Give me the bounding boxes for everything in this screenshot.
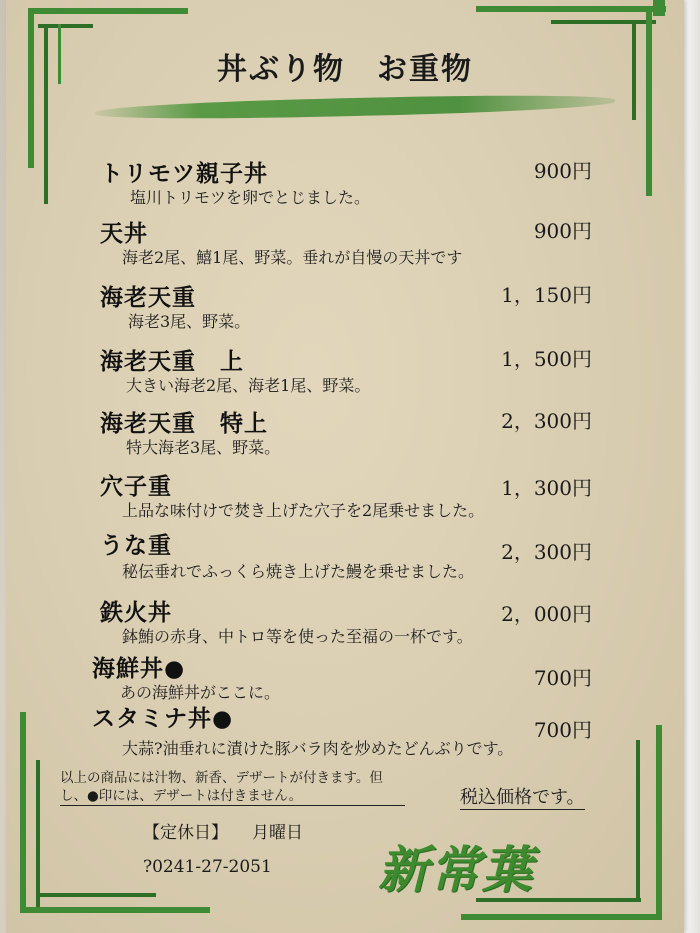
item-price: 2，300円 (501, 409, 592, 433)
menu-item-staminadon (0, 700, 700, 760)
item-price: 700円 (533, 666, 592, 690)
frame-bottom-left-h2 (36, 893, 156, 897)
closed-day-label: 【定休日】 (143, 823, 228, 843)
item-price: 900円 (533, 219, 592, 243)
menu-item-ebi-tenju-tokujo (0, 405, 700, 465)
menu-item-tekkadon (0, 594, 700, 654)
item-price: 900円 (533, 159, 592, 183)
item-description: 大蒜?油垂れに漬けた豚バラ肉を炒めたどんぶりです。 (122, 739, 514, 758)
shop-name: 新常葉 (378, 841, 534, 899)
item-description: 海老2尾、鱚1尾、野菜。垂れが自慢の天丼です (122, 248, 463, 267)
item-name: 穴子重 (100, 474, 172, 500)
closed-day (143, 818, 303, 843)
item-price: 1，500円 (501, 347, 592, 371)
menu-item-ebi-tenju-jo (0, 343, 700, 403)
frame-bottom-right-v2 (636, 740, 640, 900)
item-description: 上品な味付けで焚き上げた穴子を2尾乗せました。 (122, 501, 485, 520)
footer-note: 以上の商品には汁物、新香、デザートが付きます。但し、●印には、デザートは付きません。 (60, 769, 405, 806)
item-price: 2，000円 (501, 602, 592, 626)
menu-item-unaju (0, 527, 700, 587)
item-description: 鉢鮪の赤身、中トロ等を使った至福の一杯です。 (122, 627, 473, 646)
item-description: あの海鮮丼がここに。 (120, 683, 281, 702)
frame-top-right-h2 (551, 20, 656, 24)
item-name: 海老天重 特上 (100, 411, 268, 437)
item-price: 2，300円 (501, 540, 592, 564)
frame-top-left-h1 (28, 8, 188, 14)
phone-number: ?0241-27-2051 (143, 857, 272, 877)
frame-top-right-h1 (476, 6, 666, 12)
tax-included-note: 税込価格です。 (460, 783, 585, 810)
item-name: 海鮮丼● (92, 656, 186, 682)
item-name: 鉄火丼 (100, 600, 172, 626)
item-description: 塩川トリモツを卵でとじました。 (130, 188, 371, 207)
item-name: トリモツ親子丼 (100, 161, 268, 187)
frame-top-right-block (653, 0, 665, 16)
item-name: うな重 (100, 533, 172, 559)
closed-day-value: 月曜日 (252, 823, 303, 843)
frame-top-left-v1 (28, 8, 34, 168)
menu-item-oyakodon (0, 155, 700, 215)
frame-bottom-left-h1 (20, 907, 210, 913)
item-name: スタミナ丼● (92, 706, 234, 732)
frame-bottom-left-v2 (36, 760, 40, 910)
item-price: 1，150円 (501, 283, 592, 307)
item-name: 海老天重 上 (100, 349, 244, 375)
frame-bottom-right-h1 (461, 914, 662, 920)
item-name: 海老天重 (100, 285, 196, 311)
item-description: 特大海老3尾、野菜。 (126, 438, 281, 457)
menu-item-tendon (0, 215, 700, 275)
item-price: 1，300円 (501, 476, 592, 500)
item-description: 大きい海老2尾、海老1尾、野菜。 (126, 376, 371, 395)
item-description: 秘伝垂れでふっくら焼き上げた鰻を乗せました。 (122, 562, 475, 581)
menu-item-anagoju (0, 468, 700, 528)
item-price: 700円 (533, 718, 592, 742)
item-description: 海老3尾、野菜。 (128, 312, 251, 331)
item-name: 天丼 (100, 221, 148, 247)
menu-title: 丼ぶり物 お重物 (217, 52, 473, 87)
menu-item-ebi-tenju (0, 279, 700, 339)
